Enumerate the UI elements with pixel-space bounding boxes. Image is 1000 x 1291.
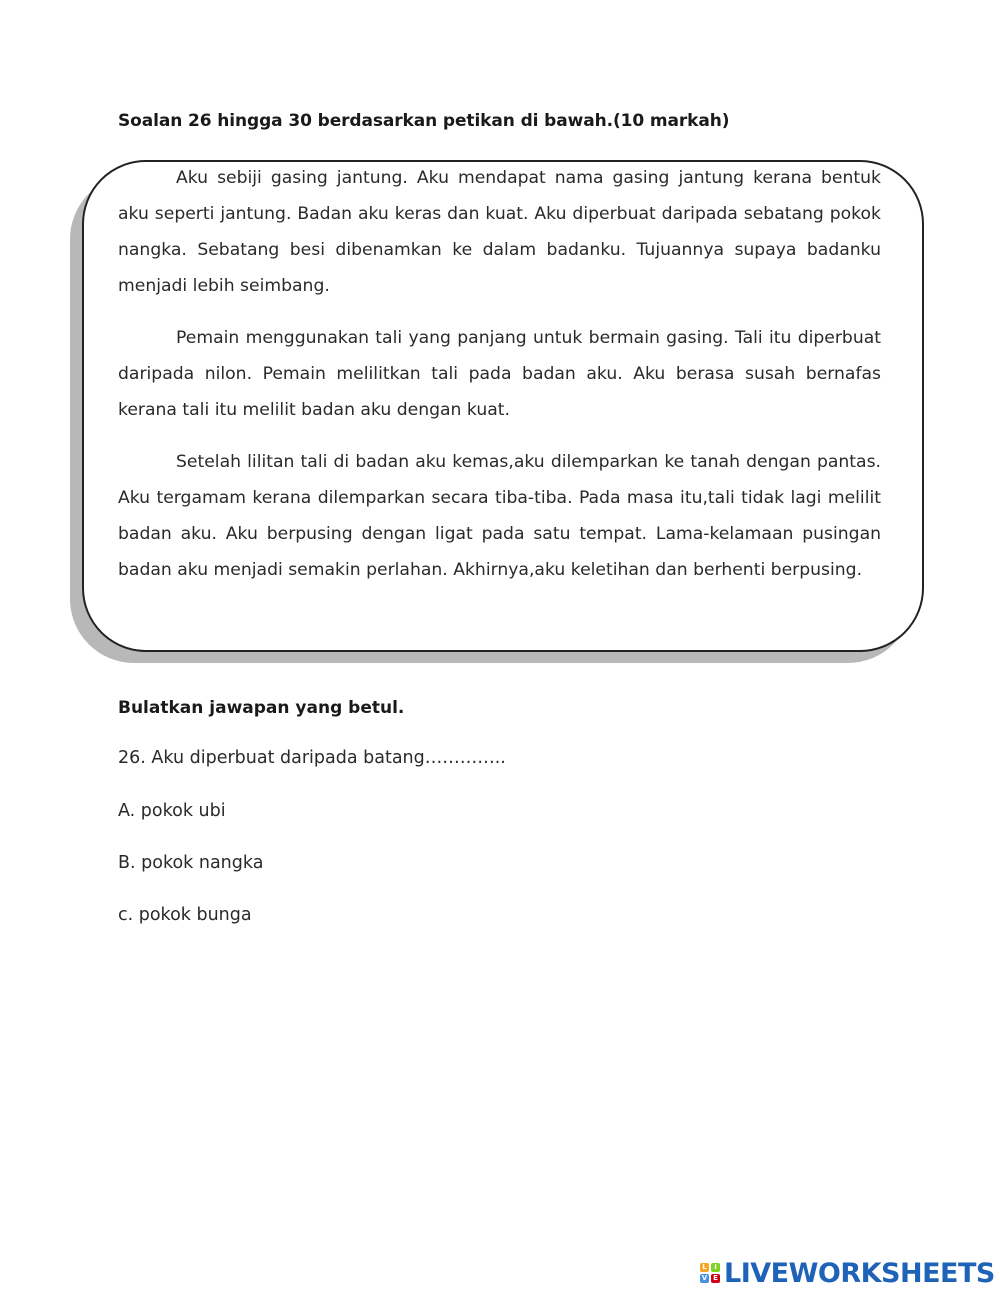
passage-paragraph-3: Setelah lilitan tali di badan aku kemas,aku dilemparkan ke tanah dengan pantas. Aku tergamam kerana dilemparkan secara tiba-tiba. Pada masa itu,tali tidak lagi melilit badan aku. Aku berpusing dengan ligat pada satu tempat. Lama-kelamaan pusingan badan aku menjadi semakin perlahan. Akhirnya,aku keletihan dan berhenti berpusing. <box>118 452 881 580</box>
option-b[interactable]: B. pokok nangka <box>118 853 264 873</box>
instruction-text: Bulatkan jawapan yang betul. <box>118 698 405 718</box>
passage-paragraph-1: Aku sebiji gasing jantung. Aku mendapat nama gasing jantung kerana bentuk aku seperti jantung. Badan aku keras dan kuat. Aku diperbuat daripada sebatang pokok nangka. Sebatang besi dibenamkan ke dalam badanku. Tujuannya supaya badanku menjadi lebih seimbang. <box>118 168 881 296</box>
logo-tile-e: E <box>711 1274 720 1283</box>
logo-tile-v: V <box>701 1274 708 1282</box>
question-26: 26. Aku diperbuat daripada batang………….. <box>118 748 506 768</box>
section-heading: Soalan 26 hingga 30 berdasarkan petikan di bawah.(10 markah) <box>118 111 730 131</box>
option-c[interactable]: c. pokok bunga <box>118 905 252 925</box>
logo-tile-i: I <box>711 1263 720 1272</box>
liveworksheets-brand <box>700 1257 995 1289</box>
passage-paragraph-2: Pemain menggunakan tali yang panjang untuk bermain gasing. Tali itu diperbuat daripada nilon. Pemain melilitkan tali pada badan aku. Aku berasa susah bernafas kerana tali itu melilit badan aku dengan kuat. <box>118 328 881 420</box>
option-a[interactable]: A. pokok ubi <box>118 801 226 821</box>
logo-tile-l: L <box>700 1263 709 1272</box>
brand-wordmark: LIVEWORKSHEETS <box>724 1257 995 1289</box>
passage-text <box>118 160 881 604</box>
liveworksheets-logo-icon <box>700 1263 720 1283</box>
